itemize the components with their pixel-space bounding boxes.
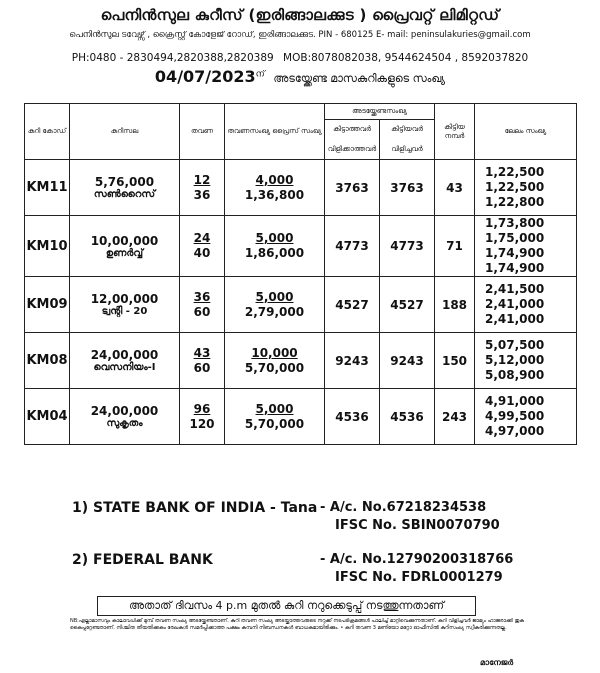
bank-2-ifsc: IFSC No. FDRL0001279 — [335, 570, 503, 585]
table-row — [25, 389, 577, 445]
sala-amount: 5,76,000 — [94, 175, 155, 189]
kuri-code: KM09 — [25, 277, 70, 333]
tavana — [180, 216, 225, 277]
installment-prize — [225, 277, 325, 333]
auction-bids — [475, 277, 577, 333]
payable-received: 3763 — [380, 160, 435, 216]
payable-not-received: 9243 — [325, 333, 380, 389]
bank-2-account: - A/c. No.12790200318766 — [320, 552, 514, 567]
payable-not-received: 4527 — [325, 277, 380, 333]
tavana — [180, 160, 225, 216]
won-number: 243 — [435, 389, 475, 445]
company-title: പെനിൻസുല കുറീസ് (ഇരിങ്ങാലക്കുട ) പ്രൈവറ്റ് ലിമിറ്റഡ് — [100, 6, 500, 24]
sala-amount: 10,00,000 — [90, 233, 159, 248]
kuri-code: KM11 — [25, 160, 70, 216]
date-suffix: ന് — [255, 69, 265, 80]
kuri-name: ട്വന്റി - 20 — [101, 306, 148, 317]
auction-bids — [475, 160, 577, 216]
header-auction: ലേലം സംഖ്യ — [475, 104, 577, 160]
bid-amount: 1,74,900 — [485, 261, 545, 275]
prize-amount: 2,79,000 — [244, 304, 305, 319]
subtitle: അടയ്ക്കേണ്ട മാസകുറികളുടെ സംഖ്യ — [273, 72, 446, 85]
tavana — [180, 277, 225, 333]
payable-not-received: 4536 — [325, 389, 380, 445]
kuri-code: KM08 — [25, 333, 70, 389]
kuri-name: സൺറൈസ് — [93, 189, 156, 200]
bid-amount: 4,91,000 — [485, 394, 545, 408]
table-row — [25, 160, 577, 216]
bank-1-ifsc: IFSC No. SBIN0070790 — [335, 518, 500, 533]
sala-amount: 12,00,000 — [90, 292, 159, 306]
mobile-numbers: MOB:8078082038, 9544624504 , 8592037820 — [283, 52, 529, 64]
prize-amount: 1,36,800 — [244, 187, 305, 202]
header-received: കിട്ടിയവർ — [391, 125, 423, 134]
header-installment-prize: തവണസംഖ്യ പ്രൈസ് സംഖ്യ — [225, 104, 325, 160]
installment-amount: 5,000 — [255, 401, 294, 416]
bid-amount: 5,12,000 — [485, 353, 545, 367]
payable-not-received: 4773 — [325, 216, 380, 277]
bank-1-account: - A/c. No.67218234538 — [320, 500, 487, 515]
header-called: വിളിച്ചവർ — [391, 144, 423, 153]
table-header-row — [25, 104, 577, 160]
table-row — [25, 277, 577, 333]
bid-amount: 1,75,000 — [485, 231, 545, 245]
tavana — [180, 333, 225, 389]
header-code: കുറി കോഡ് — [25, 104, 70, 160]
header-tavana: തവണ — [180, 104, 225, 160]
kuri-name: സുകൃതം — [106, 418, 143, 429]
kuri-code: KM04 — [25, 389, 70, 445]
prize-amount: 5,70,000 — [244, 360, 305, 375]
payable-received: 4536 — [380, 389, 435, 445]
header-payable-title: അടയ്ക്കേണ്ടസംഖ്യ — [325, 104, 434, 120]
tavana-current: 96 — [193, 401, 211, 416]
bid-amount: 1,22,800 — [485, 195, 545, 209]
installment-amount: 5,000 — [255, 289, 294, 304]
draw-notice: അതാത് ദിവസം 4 p.m മുതൽ കുറി നറുക്കെടുപ്പ് നടത്തുന്നതാണ് — [97, 596, 476, 616]
won-number: 150 — [435, 333, 475, 389]
tavana-current: 36 — [193, 289, 211, 304]
bank-1-name: 1) STATE BANK OF INDIA - Tana — [72, 500, 318, 516]
header-won-number: കിട്ടിയ നമ്പർ — [435, 104, 475, 160]
date: 04/07/2023 — [154, 67, 256, 86]
tavana-current: 12 — [193, 172, 211, 187]
date-line — [0, 67, 600, 86]
header-not-received: കിട്ടാത്തവർ — [333, 125, 371, 134]
prize-amount: 5,70,000 — [244, 416, 305, 431]
kuri-name: ഉണർവ്വ് — [105, 247, 144, 259]
contact-line — [10, 52, 590, 64]
tavana-total: 120 — [189, 416, 215, 431]
bid-amount: 2,41,000 — [485, 297, 545, 311]
payable-not-received: 3763 — [325, 160, 380, 216]
bid-amount: 4,99,500 — [485, 409, 545, 423]
bid-amount: 2,41,000 — [485, 312, 545, 326]
table-row — [25, 216, 577, 277]
bid-amount: 1,22,500 — [485, 165, 545, 179]
company-address: പെനിൻസുല ടവേഴ്സ് , ക്രൈസ്റ്റ് കോളേജ് റോഡ്, ഇരിങ്ങാലക്കുട. PIN - 680125 E- mail: peninsulakuries@gmail.com — [69, 30, 531, 40]
kuri-name: വെസനിയം-I — [93, 362, 156, 373]
tavana-current: 43 — [193, 345, 211, 360]
header-not-called: വിളിക്കാത്തവർ — [327, 144, 377, 153]
tavana-current: 24 — [193, 231, 211, 245]
payable-received: 9243 — [380, 333, 435, 389]
bid-amount: 5,07,500 — [485, 338, 545, 352]
installment-prize — [225, 389, 325, 445]
prize-amount: 1,86,000 — [244, 246, 305, 260]
sala-amount: 24,00,000 — [90, 348, 159, 362]
kuri-sala — [70, 160, 180, 216]
tavana-total: 60 — [193, 360, 211, 375]
tavana — [180, 389, 225, 445]
installment-amount: 5,000 — [255, 231, 294, 245]
payable-received: 4527 — [380, 277, 435, 333]
tavana-total: 60 — [193, 304, 211, 319]
won-number: 43 — [435, 160, 475, 216]
won-number: 188 — [435, 277, 475, 333]
bid-amount: 4,97,000 — [485, 424, 545, 438]
auction-bids — [475, 216, 577, 277]
bid-amount: 1,73,800 — [485, 216, 545, 230]
auction-bids — [475, 333, 577, 389]
tavana-total: 36 — [193, 187, 211, 202]
kuri-code: KM10 — [25, 216, 70, 277]
kuri-sala — [70, 389, 180, 445]
kuri-sala — [70, 216, 180, 277]
installment-amount: 4,000 — [255, 172, 294, 187]
installment-amount: 10,000 — [251, 345, 298, 360]
installment-prize — [225, 160, 325, 216]
bid-amount: 1,22,500 — [485, 180, 545, 194]
kuri-sala — [70, 277, 180, 333]
auction-bids — [475, 389, 577, 445]
kuri-table — [24, 103, 577, 445]
won-number: 71 — [435, 216, 475, 277]
installment-prize — [225, 333, 325, 389]
kuri-sala — [70, 333, 180, 389]
header-sala: കുറിസല — [70, 104, 180, 160]
bid-amount: 1,74,900 — [485, 246, 545, 260]
payable-received: 4773 — [380, 216, 435, 277]
bid-amount: 5,08,900 — [485, 368, 545, 382]
sala-amount: 24,00,000 — [90, 404, 159, 418]
header-payable — [325, 104, 435, 160]
installment-prize — [225, 216, 325, 277]
bank-2-name: 2) FEDERAL BANK — [72, 552, 213, 568]
table-row — [25, 333, 577, 389]
phone-numbers: PH:0480 - 2830494,2820388,2820389 — [71, 52, 274, 64]
nb-note: NB:എല്ലാമാസവും കാലാവധിക്ക് മുമ്പ് തവണ സംഖ്യ അടയ്ക്കേണ്ടതാണ്. കുറി തവണ സംഖ്യ അടയ്ക്കാത്തവരുടെ നറുക്ക് നടപടിക്രമങ്ങൾ പാലിച്ച് മാറ്റിവെക്കുന്നതാണ്. കുറി വിളിച്ചവർ ജാമ്യം ഹാജരാക്കി തുക കൈപ്പറ്റേണ്ടതാണ്. നിശ്ചിത തീയതിക്കകം രേഖകൾ സമർപ്പിക്കാത്ത പക്ഷം കമ്പനി നിബന്ധനകൾ ബാധകമായിരിക്കും. • കുറി തവണ 3 മണിയോ മറ്റോ ഓഫീസിൽ കുറിസംഖ്യ സ്വീകരിക്കുന്നതല്ല. — [70, 618, 525, 631]
manager-signature: മാനേജർ — [480, 658, 514, 667]
tavana-total: 40 — [193, 246, 211, 260]
bid-amount: 2,41,500 — [485, 282, 545, 296]
